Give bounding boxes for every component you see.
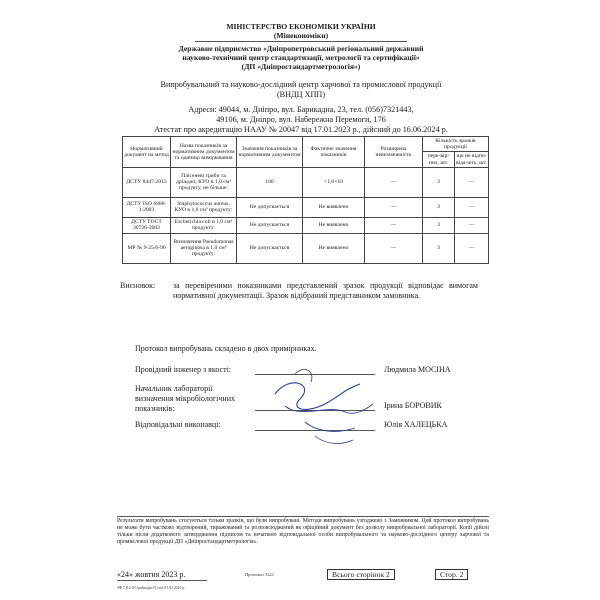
center-line-2: (ВНДЦ ХПП)	[276, 90, 326, 99]
cell-actual: Не виявлено	[303, 197, 365, 217]
address-line-2: 49106, м. Дніпро, вул. Набережна Перемоги, 176	[216, 115, 386, 124]
footer-rule	[117, 516, 489, 517]
cell-indicator: Визначення Pseudomonas aeruginosa в 1,0 см³ продукту:	[171, 233, 237, 263]
cell-doc: МР № 9-25/6-96	[123, 233, 171, 263]
cell-not-matching: —	[455, 233, 489, 263]
protocol-date: «24» жовтня 2023 р.	[117, 570, 186, 579]
header-norm: Значення показників за нормативним документом	[237, 137, 303, 168]
cell-tested: 3	[423, 167, 455, 197]
cell-indicator: Escherichia coli в 1,0 см³ продукту:	[171, 217, 237, 233]
cell-actual: <1,0×10	[303, 167, 365, 197]
header-indicator: Назва показників за нормативним документом та одиниці вимірювання	[171, 137, 237, 168]
cell-not-matching: —	[455, 197, 489, 217]
cell-uncertainty: —	[365, 197, 423, 217]
document-page	[95, 12, 507, 594]
signature-role-executors: Відповідальні виконавці:	[135, 420, 221, 429]
enterprise-line-1: Державне підприємство «Дніпропетровський регіональний державний	[178, 44, 424, 53]
cell-actual: Не виявлено	[303, 217, 365, 233]
date-underline	[117, 580, 207, 581]
signature-scribble	[245, 344, 385, 454]
signature-name-engineer: Людмила МОСІНА	[384, 365, 451, 374]
protocol-number: Протокол 3522	[245, 572, 274, 577]
form-code: ТФ 7.8-2.03 (редакція 01) від 01.03.2021 р.	[117, 586, 186, 590]
cell-tested: 3	[423, 197, 455, 217]
ministry-title: МІНІСТЕРСТВО ЕКОНОМІКИ УКРАЇНИ	[226, 22, 376, 31]
header-not-matching: що не відпо-віда-ють, шт.	[456, 153, 488, 166]
header-rule	[195, 41, 407, 42]
cell-uncertainty: —	[365, 217, 423, 233]
cell-not-matching: —	[455, 217, 489, 233]
address-line-1: Адреси: 49044, м. Дніпро, вул. Барикадна, 23, тел. (056)7321443,	[188, 105, 414, 114]
copies-note: Протокол випробувань складено в двох примірниках.	[135, 344, 317, 353]
table-header-row	[123, 137, 489, 152]
cell-tested: 3	[423, 233, 455, 263]
cell-doc: ДСТУ ISO 6888-1:2003	[123, 197, 171, 217]
cell-norm: Не допускається	[237, 197, 303, 217]
signature-role-engineer: Провідний інженер з якості:	[135, 365, 232, 374]
signature-role-head: Начальник лабораторії визначення мікробіологічних показників:	[135, 384, 235, 413]
cell-indicator: Плісеневі гриби та дріжджі, КУО в 1,0 см³ продукту, не більше:	[171, 167, 237, 197]
table-row	[123, 167, 489, 197]
cell-uncertainty: —	[365, 167, 423, 197]
header-tested: пере-вір-них, шт.	[423, 152, 455, 167]
cell-norm: 100	[237, 167, 303, 197]
header-samples: Кількість зразків продукції	[423, 137, 489, 152]
cell-norm: Не допускається	[237, 233, 303, 263]
table-row	[123, 217, 489, 233]
center-line-1: Випробувальний та науково-дослідний центр харчової та промислової продукції	[160, 80, 442, 89]
cell-doc: ДСТУ ГОСТ 30726-2002	[123, 217, 171, 233]
footer-disclaimer: Результати випробувань стосуються тільки зразків, що були випробувані. Методи випробувань узгоджено з Замовником. Цей протокол випробувань не може бути частково відтворений, тиражований та розповсюджений як офіційний документ без дозволу випробувальної лабораторії. Копії дійсні тільки після додаткового затвердження підписом та печаткою відповідальної особи випробувального та науково-дослідного центру харчової та промислової продукції ДП «Дніпростандартметрологія».	[117, 518, 489, 545]
enterprise-line-2: науково-технічний центр стандартизації, метрології та сертифікації»	[182, 53, 420, 62]
cell-doc: ДСТУ 8447:2015	[123, 167, 171, 197]
header-uncertainty: Розширена невизначеність	[365, 137, 423, 168]
signature-name-head: Ірина БОРОВИК	[384, 401, 442, 410]
cell-not-matching: —	[455, 167, 489, 197]
cell-uncertainty: —	[365, 233, 423, 263]
enterprise-line-3: (ДП «Дніпростандартметрологія»)	[241, 62, 361, 71]
page-number-box: Стор. 2	[435, 569, 468, 580]
total-pages-box: Всього сторінок 2	[327, 569, 395, 580]
cell-actual: Не виявлено	[303, 233, 365, 263]
cell-indicator: Staphylococcus aureus, КУО в 1,0 см³ продукту:	[171, 197, 237, 217]
accreditation-line: Атестат про акредитацію НААУ № 20047 від 17.01.2023 р., дійсний до 16.06.2024 р.	[154, 125, 448, 134]
conclusion-label: Висновок:	[120, 281, 156, 290]
header-actual: Фактичне значення показників	[303, 137, 365, 168]
ministry-short: (Мінекономіки)	[273, 31, 329, 40]
signature-name-executors: Юлія ХАЛЕЦЬКА	[384, 420, 448, 429]
table-row	[123, 197, 489, 217]
cell-norm: Не допускається	[237, 217, 303, 233]
header-doc: Нормативний документ на метод	[123, 137, 171, 168]
table-row	[123, 233, 489, 263]
conclusion-text: за перевіреними показниками представлений зразок продукції відповідає вимогам нормативної документації. Зразок відібраний представником замовника.	[173, 281, 478, 300]
results-table	[122, 136, 489, 264]
cell-tested: 3	[423, 217, 455, 233]
